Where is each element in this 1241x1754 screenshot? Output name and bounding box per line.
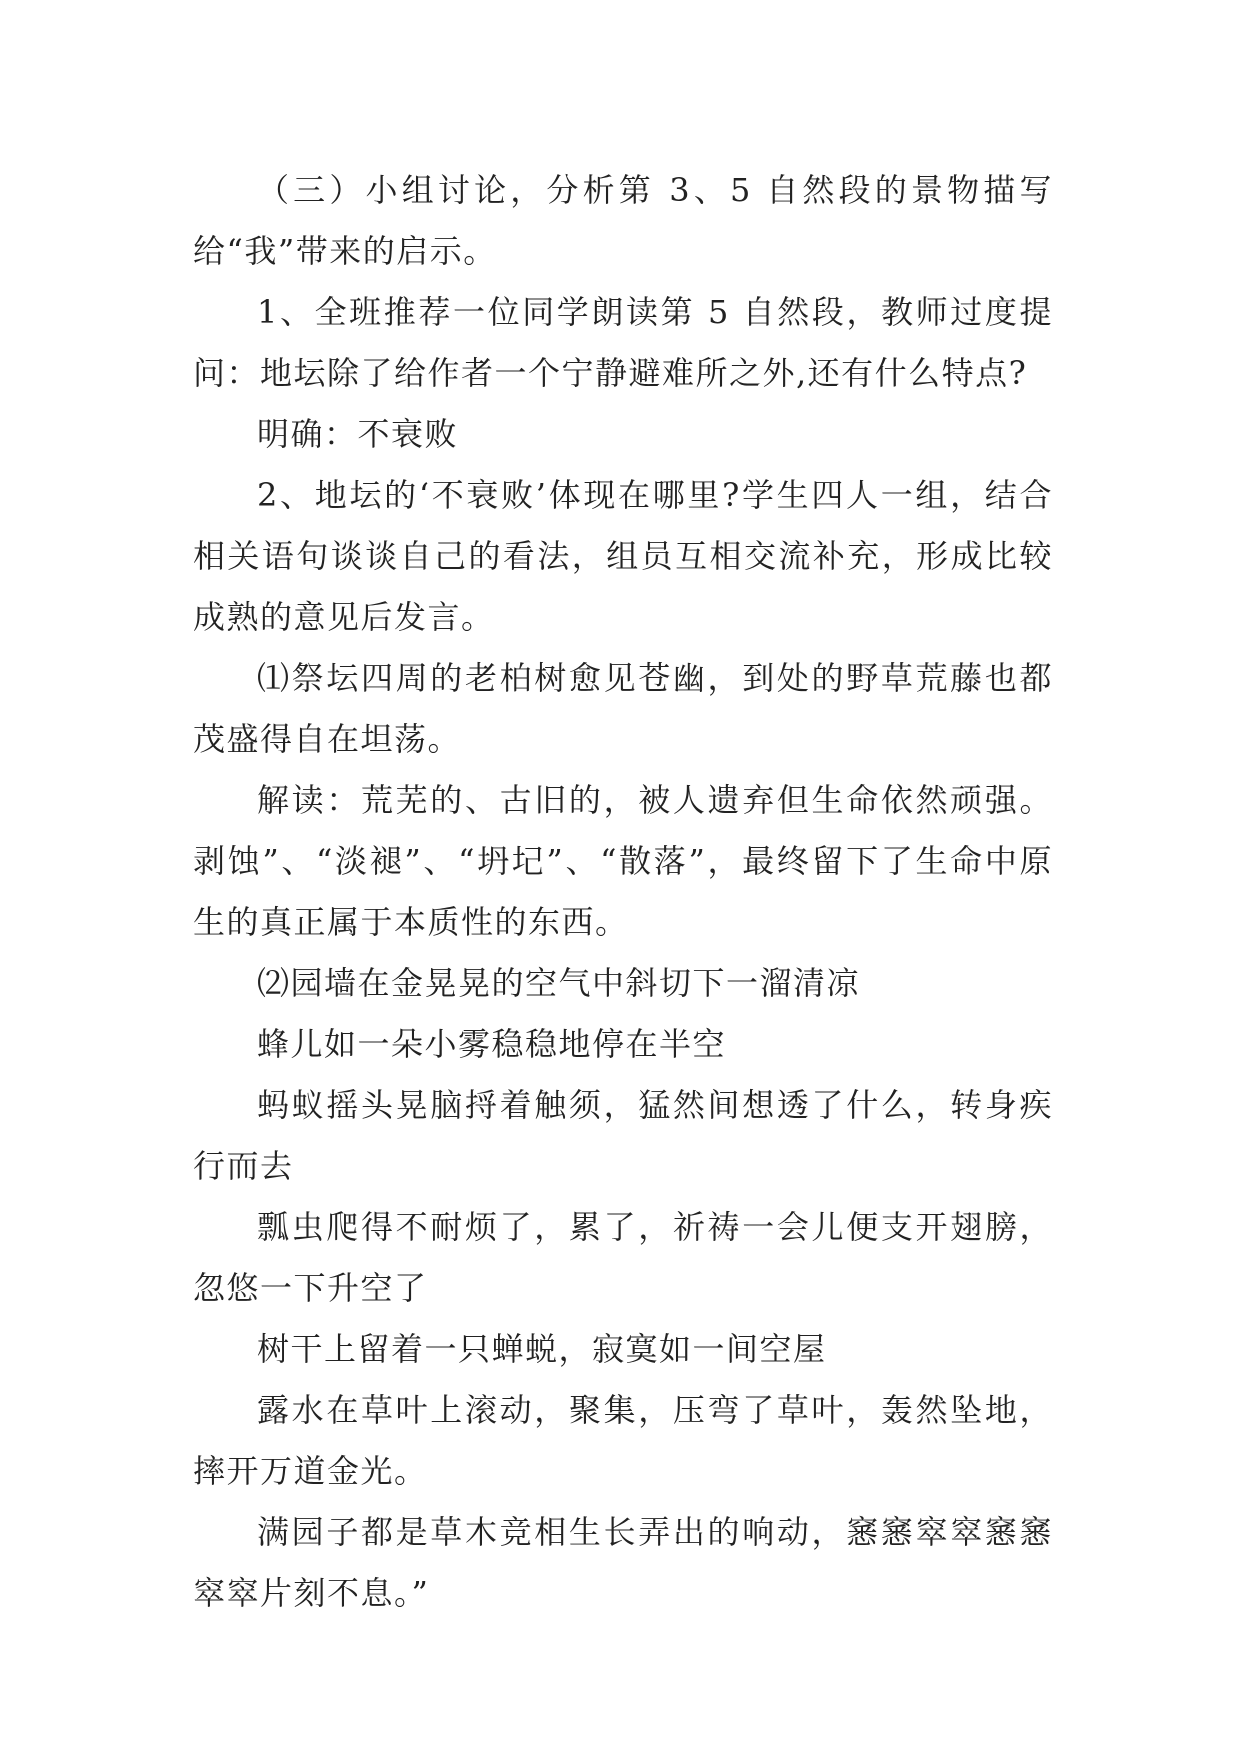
paragraph-discussion-heading: （三）小组讨论，分析第 3、5 自然段的景物描写给“我”带来的启示。	[193, 171, 1053, 270]
paragraph-question-2: 2、地坛的‘不衰败’体现在哪里?学生四人一组，结合相关语句谈谈自己的看法，组员互相交流补充，形成比较成熟的意见后发言。	[193, 476, 1053, 636]
paragraph-interpretation: 解读：荒芜的、古旧的，被人遗弃但生命依然顽强。剥蚀”、“淡褪”、“坍圮”、“散落”，最终留下了生命中原生的真正属于本质性的东西。	[193, 781, 1053, 941]
paragraph-bee: 蜂儿如一朵小雾稳稳地停在半空	[257, 1025, 727, 1063]
paragraph-quote-2: ⑵园墙在金晃晃的空气中斜切下一溜清凉	[257, 964, 861, 1002]
paragraph-cicada: 树干上留着一只蝉蜕，寂寞如一间空屋	[257, 1330, 827, 1368]
paragraph-answer-1: 明确：不衰败	[257, 415, 459, 453]
paragraph-quote-1: ⑴祭坛四周的老柏树愈见苍幽，到处的野草荒藤也都茂盛得自在坦荡。	[193, 659, 1053, 758]
paragraph-question-1: 1、全班推荐一位同学朗读第 5 自然段，教师过度提问：地坛除了给作者一个宁静避难所之外,还有什么特点?	[193, 293, 1053, 392]
paragraph-dew: 露水在草叶上滚动，聚集，压弯了草叶，轰然坠地，摔开万道金光。	[193, 1391, 1053, 1490]
paragraph-ladybug: 瓢虫爬得不耐烦了，累了，祈祷一会儿便支开翅膀，忽悠一下升空了	[193, 1208, 1053, 1307]
document-body	[193, 160, 1053, 1624]
paragraph-garden-sounds: 满园子都是草木竞相生长弄出的响动，窸窸窣窣窸窸窣窣片刻不息。”	[193, 1513, 1053, 1612]
paragraph-ant: 蚂蚁摇头晃脑捋着触须，猛然间想透了什么，转身疾行而去	[193, 1086, 1053, 1185]
